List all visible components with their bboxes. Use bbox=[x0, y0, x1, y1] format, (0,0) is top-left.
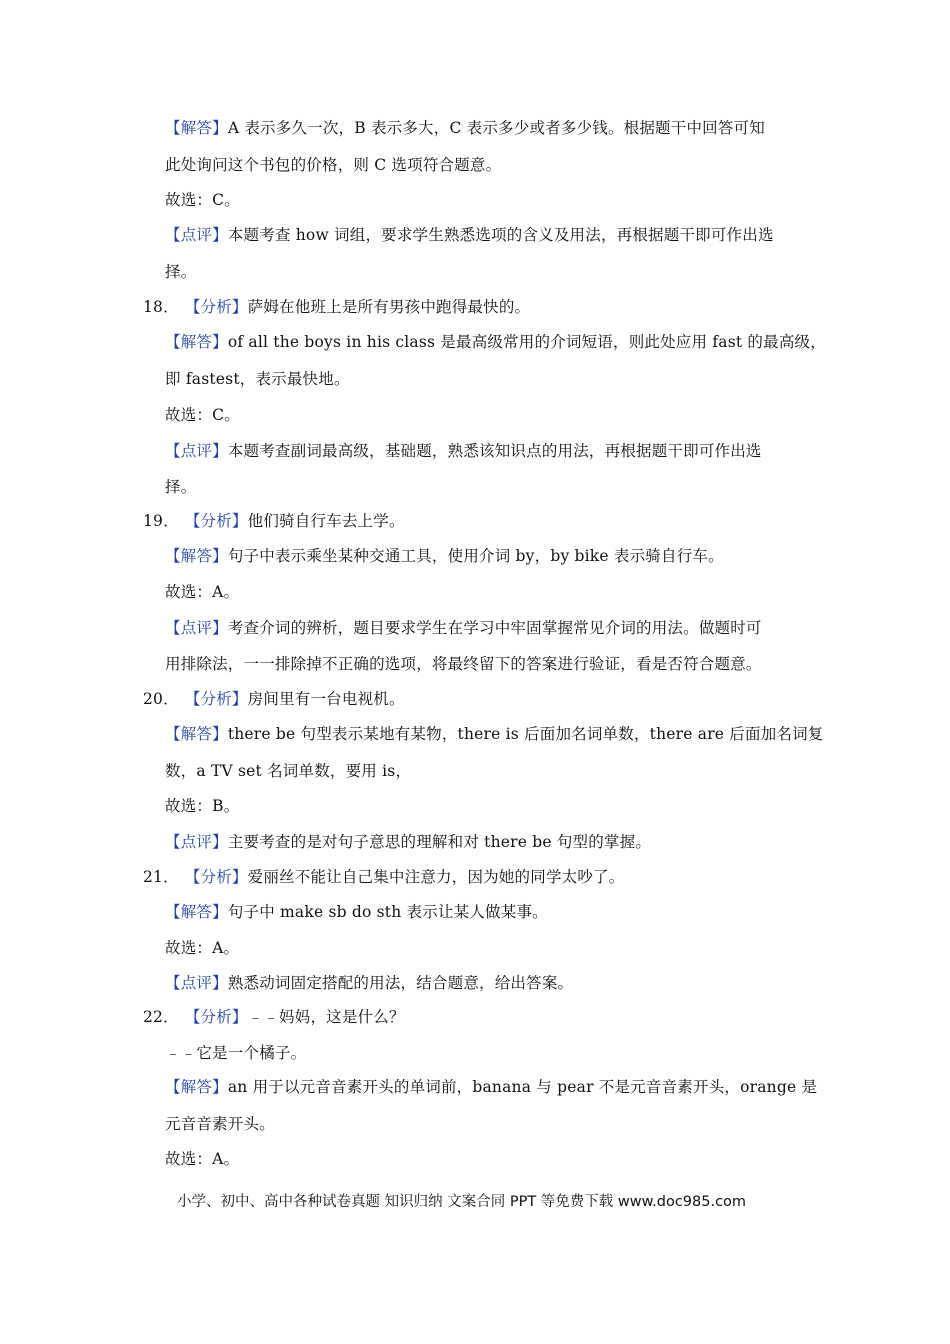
q21-choice: 故选：A。 bbox=[165, 939, 240, 957]
answer-tag: 【解答】 bbox=[165, 119, 228, 137]
q17-review-line-2: 择。 bbox=[165, 263, 197, 281]
q21-analysis-line bbox=[143, 866, 624, 888]
analysis-tag: 【分析】 bbox=[184, 868, 248, 886]
q21-answer-text-1: 句子中 make sb do sth 表示让某人做某事。 bbox=[227, 903, 548, 921]
q21-number: 21． bbox=[143, 868, 179, 886]
q19-review-text-1: 考查介词的辨析，题目要求学生在学习中牢固掌握常见介词的用法。做题时可 bbox=[227, 619, 762, 637]
q17-answer-line-1 bbox=[165, 117, 765, 139]
q22-analysis-line bbox=[143, 1006, 405, 1028]
q20-number: 20． bbox=[143, 690, 179, 708]
q20-review-text-1: 主要考查的是对句子意思的理解和对 there be 句型的掌握。 bbox=[227, 833, 652, 851]
answer-tag: 【解答】 bbox=[165, 333, 228, 351]
q19-answer-text-1: 句子中表示乘坐某种交通工具，使用介词 by，by bike 表示骑自行车。 bbox=[227, 547, 724, 565]
q17-review-line-1 bbox=[165, 224, 774, 246]
answer-tag: 【解答】 bbox=[165, 1078, 228, 1096]
q20-analysis-line bbox=[143, 688, 405, 710]
q20-analysis-text: 房间里有一台电视机。 bbox=[247, 690, 405, 708]
answer-tag: 【解答】 bbox=[165, 903, 228, 921]
analysis-tag: 【分析】 bbox=[184, 690, 248, 708]
q18-analysis-line bbox=[143, 296, 530, 318]
q18-answer-line-2: 即 fastest，表示最快地。 bbox=[165, 370, 350, 388]
q22-choice: 故选：A。 bbox=[165, 1150, 240, 1168]
q22-answer-text-1: an 用于以元音音素开头的单词前，banana 与 pear 不是元音音素开头，orange 是 bbox=[227, 1078, 818, 1096]
analysis-tag: 【分析】 bbox=[184, 298, 248, 316]
answer-tag: 【解答】 bbox=[165, 547, 228, 565]
review-tag: 【点评】 bbox=[165, 442, 228, 460]
q18-choice: 故选：C。 bbox=[165, 406, 240, 424]
q19-review-line-2: 用排除法，一一排除掉不正确的选项，将最终留下的答案进行验证，看是否符合题意。 bbox=[165, 655, 762, 673]
q22-analysis-text: ﹣﹣妈妈，这是什么？ bbox=[247, 1008, 405, 1026]
q22-answer-line-1 bbox=[165, 1076, 817, 1098]
q19-choice: 故选：A。 bbox=[165, 583, 240, 601]
q19-analysis-text: 他们骑自行车去上学。 bbox=[247, 512, 405, 530]
analysis-tag: 【分析】 bbox=[184, 1008, 248, 1026]
q19-analysis-line bbox=[143, 510, 405, 532]
q19-answer-line-1 bbox=[165, 545, 724, 567]
q20-answer-line-2: 数，a TV set 名词单数，要用 is， bbox=[165, 762, 412, 780]
q20-answer-line-1 bbox=[165, 723, 824, 745]
q18-answer-text-1: of all the boys in his class 是最高级常用的介词短语，则此处应用 fast 的最高级， bbox=[227, 333, 826, 351]
review-tag: 【点评】 bbox=[165, 226, 228, 244]
review-tag: 【点评】 bbox=[165, 974, 228, 992]
q19-number: 19． bbox=[143, 512, 179, 530]
q20-choice: 故选：B。 bbox=[165, 797, 240, 815]
q21-review-line-1 bbox=[165, 972, 573, 994]
q22-number: 22． bbox=[143, 1008, 179, 1026]
q18-analysis-text: 萨姆在他班上是所有男孩中跑得最快的。 bbox=[247, 298, 531, 316]
q20-answer-text-1: there be 句型表示某地有某物，there is 后面加名词单数，there are 后面加名词复 bbox=[227, 725, 824, 743]
q17-answer-line-2: 此处询问这个书包的价格，则 C 选项符合题意。 bbox=[165, 156, 502, 174]
q21-answer-line-1 bbox=[165, 901, 548, 923]
q17-review-text-1: 本题考查 how 词组，要求学生熟悉选项的含义及用法，再根据题干即可作出选 bbox=[227, 226, 774, 244]
q17-answer-text-1: A 表示多久一次，B 表示多大，C 表示多少或者多少钱。根据题干中回答可知 bbox=[227, 119, 765, 137]
q18-answer-line-1 bbox=[165, 331, 826, 353]
page-footer: 小学、初中、高中各种试卷真题 知识归纳 文案合同 PPT 等免费下载 www.doc985.com bbox=[177, 1194, 747, 1210]
q21-analysis-text: 爱丽丝不能让自己集中注意力，因为她的同学太吵了。 bbox=[247, 868, 625, 886]
review-tag: 【点评】 bbox=[165, 833, 228, 851]
q17-choice: 故选：C。 bbox=[165, 191, 240, 209]
q21-review-text-1: 熟悉动词固定搭配的用法，结合题意，给出答案。 bbox=[227, 974, 574, 992]
answer-tag: 【解答】 bbox=[165, 725, 228, 743]
q18-review-line-1 bbox=[165, 440, 762, 462]
q22-analysis-line-2: ﹣﹣它是一个橘子。 bbox=[165, 1044, 307, 1062]
analysis-tag: 【分析】 bbox=[184, 512, 248, 530]
q22-answer-line-2: 元音音素开头。 bbox=[165, 1115, 275, 1133]
q20-review-line-1 bbox=[165, 831, 651, 853]
review-tag: 【点评】 bbox=[165, 619, 228, 637]
q18-review-line-2: 择。 bbox=[165, 478, 197, 496]
q19-review-line-1 bbox=[165, 617, 762, 639]
q18-review-text-1: 本题考查副词最高级，基础题，熟悉该知识点的用法，再根据题干即可作出选 bbox=[227, 442, 762, 460]
q18-number: 18． bbox=[143, 298, 179, 316]
